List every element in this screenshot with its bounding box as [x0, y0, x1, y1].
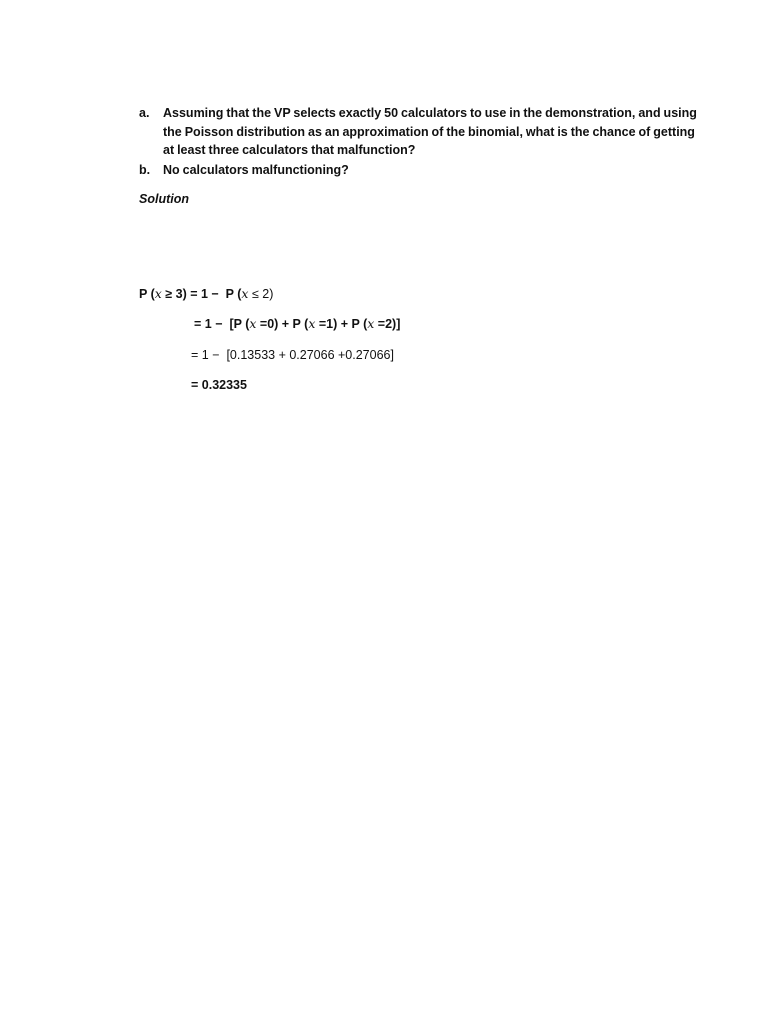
equation-text: =2)]	[374, 317, 401, 331]
variable-x: x	[308, 316, 316, 331]
variable-x: x	[249, 316, 257, 331]
question-item-b	[139, 161, 699, 180]
equation-text: ≥ 3) = 1 − P (	[161, 287, 242, 301]
equation-text: ]	[390, 348, 394, 362]
equation-text: =1) + P (	[315, 317, 368, 331]
equation-text: = 1 − [	[191, 348, 230, 362]
equation-text: ≤ 2)	[248, 287, 274, 301]
variable-x: x	[154, 286, 162, 301]
variable-x: x	[367, 316, 375, 331]
equation-text: = 1 − [P (	[194, 317, 250, 331]
variable-x: x	[241, 286, 249, 301]
equation-line-3	[191, 348, 394, 362]
list-marker: b.	[139, 163, 151, 177]
equation-text: P (	[139, 287, 155, 301]
equation-values: 0.13533 + 0.27066 +0.27066	[229, 348, 391, 362]
equation-line-2	[194, 316, 400, 331]
question-text: No calculators malfunctioning?	[163, 163, 349, 177]
question-text: Assuming that the VP selects exactly 50 calculators to use in the demonstration, and using the Poisson distribution as an approximation of the binomial, what is the chance of getting at least three calculators that malfunction?	[163, 106, 697, 158]
question-item-a	[139, 104, 699, 160]
list-marker: a.	[139, 106, 150, 120]
equation-text: =0) + P (	[256, 317, 309, 331]
solution-heading: Solution	[139, 192, 189, 206]
equation-line-1	[139, 286, 273, 301]
equation-result: = 0.32335	[191, 378, 247, 392]
